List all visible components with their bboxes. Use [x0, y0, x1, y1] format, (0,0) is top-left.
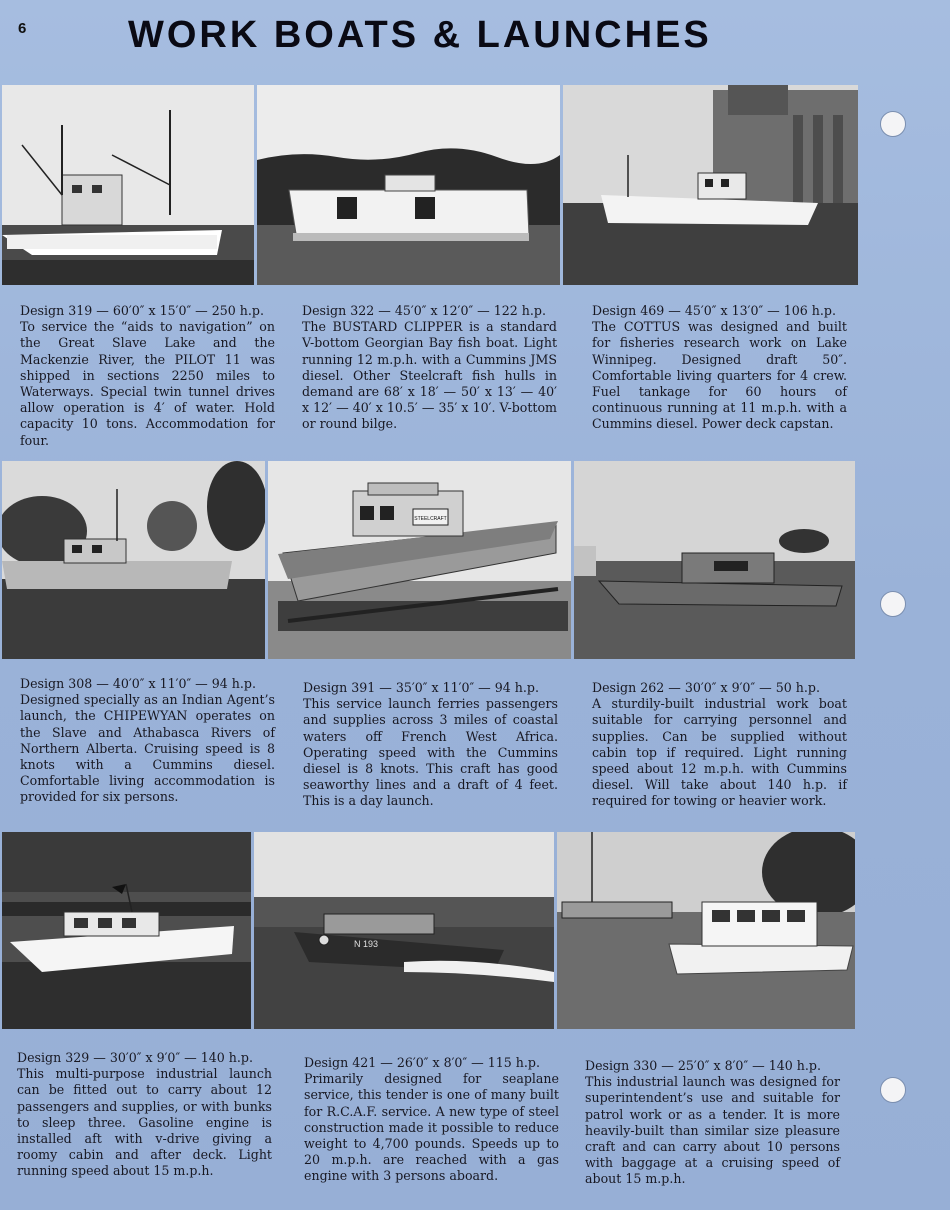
boat-description: A sturdily-built industrial work boat suitable for carrying personnel and supplies. Can be supplied without cabin top if required. Light running speed about 12 m.p.h. with Cummins diesel. Will take about 140 h.p. if required for towing or heavier work.: [592, 696, 847, 809]
boat-photo-329: [2, 832, 251, 1029]
boat-caption-329: [17, 1050, 272, 1180]
photo-row-3: [2, 832, 855, 1029]
boat-caption-322: [302, 303, 557, 433]
boat-spec: Design 308 — 40′0″ x 11′0″ — 94 h.p.: [20, 676, 256, 691]
boat-description: This multi-purpose industrial launch can be fitted out to carry about 12 passengers and supplies, or with bunks to sleep three. Gasoline engine is installed aft with v-drive giving a roomy cabin and after deck. Light running speed about 15 m.p.h.: [17, 1066, 272, 1179]
photo-row-2: [2, 461, 855, 659]
page-number: 6: [18, 20, 27, 37]
boat-spec: Design 421 — 26′0″ x 8′0″ — 115 h.p.: [304, 1055, 540, 1070]
boat-spec: Design 329 — 30′0″ x 9′0″ — 140 h.p.: [17, 1050, 253, 1065]
boat-photo-391: [268, 461, 571, 659]
photo-row-1: [2, 85, 858, 285]
boat-caption-319: [20, 303, 275, 449]
photo-hull-code: N 193: [354, 939, 379, 949]
boat-spec: Design 322 — 45′0″ x 12′0″ — 122 h.p.: [302, 303, 546, 318]
boat-photo-322: [257, 85, 560, 285]
boat-description: Designed specially as an Indian Agent’s launch, the CHIPEWYAN operates on the Slave and Athabasca Rivers of Northern Alberta. Cruising speed is 8 knots with a Cummins diesel. Comfortable living accommodation is provided for six persons.: [20, 692, 275, 805]
boat-spec: Design 391 — 35′0″ x 11′0″ — 94 h.p.: [303, 680, 539, 695]
boat-description: This industrial launch was designed for superintendent’s use and suitable for patrol work or as a tender. It is more heavily-built than similar size pleasure craft and can carry about 10 persons with baggage at a cruising speed of about 15 m.p.h.: [585, 1074, 840, 1187]
boat-spec: Design 262 — 30′0″ x 9′0″ — 50 h.p.: [592, 680, 820, 695]
boat-photo-469: [563, 85, 858, 285]
boat-spec: Design 330 — 25′0″ x 8′0″ — 140 h.p.: [585, 1058, 821, 1073]
boat-caption-330: [585, 1058, 840, 1188]
boat-caption-262: [592, 680, 847, 810]
binder-hole-middle: [880, 591, 906, 617]
boat-spec: Design 319 — 60′0″ x 15′0″ — 250 h.p.: [20, 303, 264, 318]
boat-description: The BUSTARD CLIPPER is a standard V-bottom Georgian Bay fish boat. Light running 12 m.p.h. with a Cummins JMS diesel. Other Steelcraft fish hulls in demand are 68′ x 18′ — 50′ x 13′ — 40′ x 12′ — 40′ x 10.5′ — 35′ x 10′. V-bottom or round bilge.: [302, 319, 557, 432]
boat-caption-391: [303, 680, 558, 810]
boat-description: Primarily designed for seaplane service, this tender is one of many built for R.C.A.F. service. A new type of steel construction made it possible to reduce weight to 4,700 pounds. Speeds up to 20 m.p.h. are reached with a gas engine with 3 persons aboard.: [304, 1071, 559, 1184]
boat-caption-469: [592, 303, 847, 433]
boat-description: The COTTUS was designed and built for fisheries research work on Lake Winnipeg. Designed draft 50″. Comfortable living quarters for 4 crew. Fuel tankage for 60 hours of continuous running at 11 m.p.h. with a Cummins diesel. Power deck capstan.: [592, 319, 847, 432]
binder-hole-top: [880, 111, 906, 137]
boat-photo-421: [254, 832, 554, 1029]
page-title: WORK BOATS & LAUNCHES: [128, 14, 712, 56]
boat-photo-319: [2, 85, 254, 285]
boat-caption-308: [20, 676, 275, 806]
boat-spec: Design 469 — 45′0″ x 13′0″ — 106 h.p.: [592, 303, 836, 318]
boat-photo-330: [557, 832, 855, 1029]
binder-hole-bottom: [880, 1077, 906, 1103]
photo-sign-text: STEELCRAFT: [414, 516, 447, 522]
boat-description: To service the “aids to navigation” on the Great Slave Lake and the Mackenzie River, the PILOT 11 was shipped in sections 2250 miles to Waterways. Special twin tunnel drives allow operation is 4′ of water. Hold capacity 10 tons. Accommodation for four.: [20, 319, 275, 448]
boat-photo-262: [574, 461, 855, 659]
boat-photo-308: [2, 461, 265, 659]
boat-caption-421: [304, 1055, 559, 1185]
boat-description: This service launch ferries passengers and supplies across 3 miles of coastal waters off French West Africa. Operating speed with the Cummins diesel is 8 knots. This craft has good seaworthy lines and a draft of 4 feet. This is a day launch.: [303, 696, 558, 809]
